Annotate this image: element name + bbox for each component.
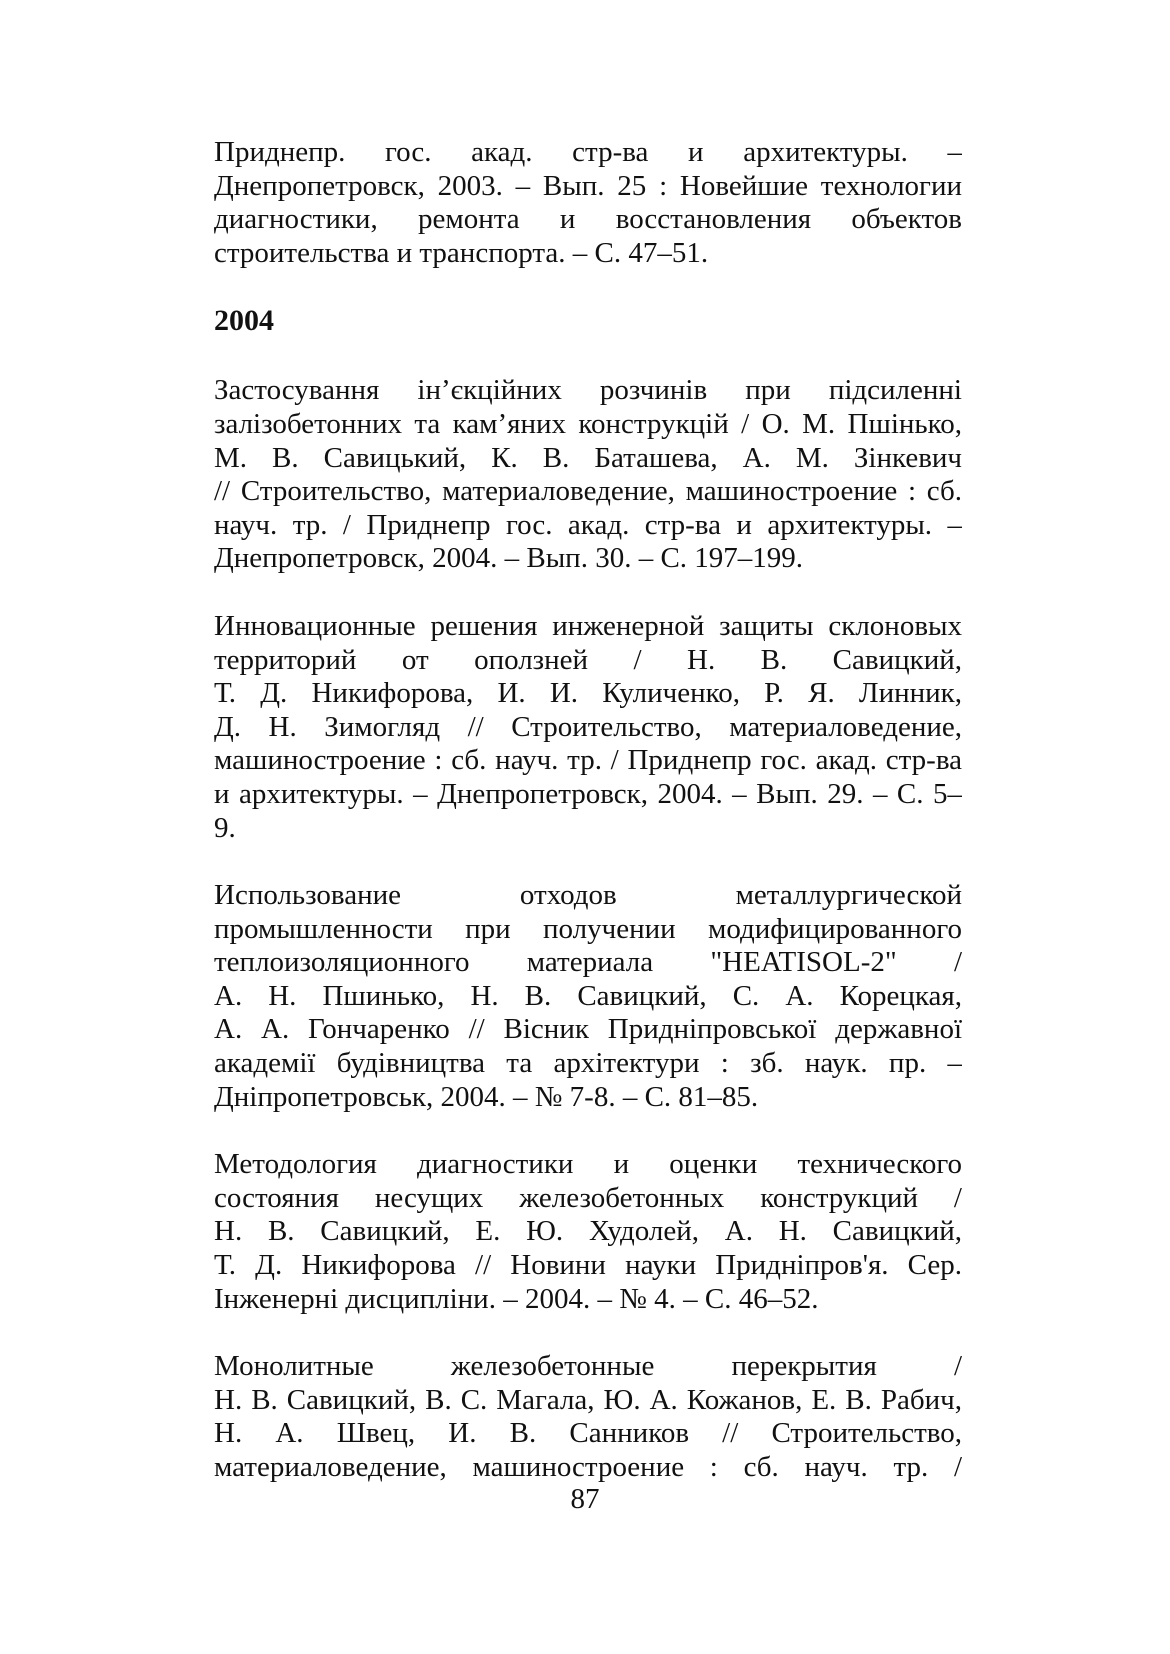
- entry-line: машиностроение : сб. науч. тр. / Приднепр гос. акад. стр-ва: [214, 744, 962, 777]
- entry-line: теплоизоляционного материала "HEATISOL-2" /: [214, 946, 962, 979]
- entry-line: Днепропетровск, 2003. – Вып. 25 : Новейшие технологии: [214, 169, 962, 202]
- entry-line: // Строительство, материаловедение, машиностроение : сб.: [214, 475, 962, 508]
- entry-line: Застосування ін’єкційних розчинів при підсиленні: [214, 374, 962, 407]
- entry-line: Н. А. Швец, И. В. Санников // Строительство,: [214, 1417, 962, 1450]
- entry-line: Т. Д. Никифорова // Новини науки Придніпров'я. Сер.: [214, 1249, 962, 1282]
- entry-line: диагностики, ремонта и восстановления объектов: [214, 203, 962, 236]
- entry-line: залізобетонних та кам’яних конструкцій / О. М. Пшінько,: [214, 407, 962, 440]
- entry-line: Дніпропетровськ, 2004. – № 7-8. – С. 81–85.: [214, 1080, 759, 1113]
- entry-line: науч. тр. / Приднепр гос. акад. стр-ва и архитектуры. –: [214, 508, 962, 541]
- entry-line: состояния несущих железобетонных конструкций /: [214, 1181, 962, 1214]
- entry-line: 9.: [214, 811, 236, 844]
- entry-line: М. В. Савицький, К. В. Баташева, А. М. Зінкевич: [214, 441, 962, 474]
- entry-line: Методология диагностики и оценки технического: [214, 1148, 962, 1181]
- entry-line: территорий от оползней / Н. В. Савицкий,: [214, 643, 962, 676]
- entry-line: Інженерні дисципліни. – 2004. – № 4. – С. 46–52.: [214, 1282, 819, 1315]
- bibliography-entry: [214, 374, 962, 576]
- bibliography-entry: [214, 879, 962, 1114]
- entry-line: Инновационные решения инженерной защиты склоновых: [214, 609, 962, 642]
- entry-line: строительства и транспорта. – С. 47–51.: [214, 236, 709, 269]
- entry-line: А. А. Гончаренко // Вісник Придніпровської державної: [214, 1013, 962, 1046]
- entry-line: Т. Д. Никифорова, И. И. Куличенко, Р. Я. Линник,: [214, 677, 962, 710]
- entry-line: Днепропетровск, 2004. – Вып. 30. – С. 197–199.: [214, 542, 804, 575]
- bibliography-column: [214, 136, 962, 1485]
- entry-line: Н. В. Савицкий, В. С. Магала, Ю. А. Кожанов, Е. В. Рабич,: [214, 1383, 962, 1416]
- entry-line: и архитектуры. – Днепропетровск, 2004. – Вып. 29. – С. 5–: [214, 777, 962, 810]
- bibliography-entry-continued: [214, 136, 962, 270]
- entry-spacer: [214, 576, 962, 610]
- entry-line: Приднепр. гос. акад. стр-ва и архитектуры. –: [214, 136, 962, 168]
- entry-line: А. Н. Пшинько, Н. В. Савицкий, С. А. Корецкая,: [214, 979, 962, 1012]
- entry-spacer: [214, 1114, 962, 1148]
- bibliography-entry: [214, 1148, 962, 1316]
- entry-line: промышленности при получении модифицированного: [214, 912, 962, 945]
- entry-line: материаловедение, машиностроение : сб. науч. тр. /: [214, 1451, 962, 1483]
- entry-spacer: [214, 845, 962, 879]
- bibliography-entry: [214, 1350, 962, 1484]
- year-heading: 2004: [214, 304, 274, 338]
- entry-line: Д. Н. Зимогляд // Строительство, материаловедение,: [214, 710, 962, 743]
- entry-line: академії будівництва та архітектури : зб. наук. пр. –: [214, 1047, 962, 1080]
- entry-line: Монолитные железобетонные перекрытия /: [214, 1350, 962, 1383]
- page-number: 87: [570, 1483, 600, 1515]
- bibliography-entry: [214, 610, 962, 845]
- entry-spacer: [214, 1316, 962, 1350]
- entry-line: Н. В. Савицкий, Е. Ю. Худолей, А. Н. Савицкий,: [214, 1215, 962, 1248]
- entry-line: Использование отходов металлургической: [214, 879, 962, 912]
